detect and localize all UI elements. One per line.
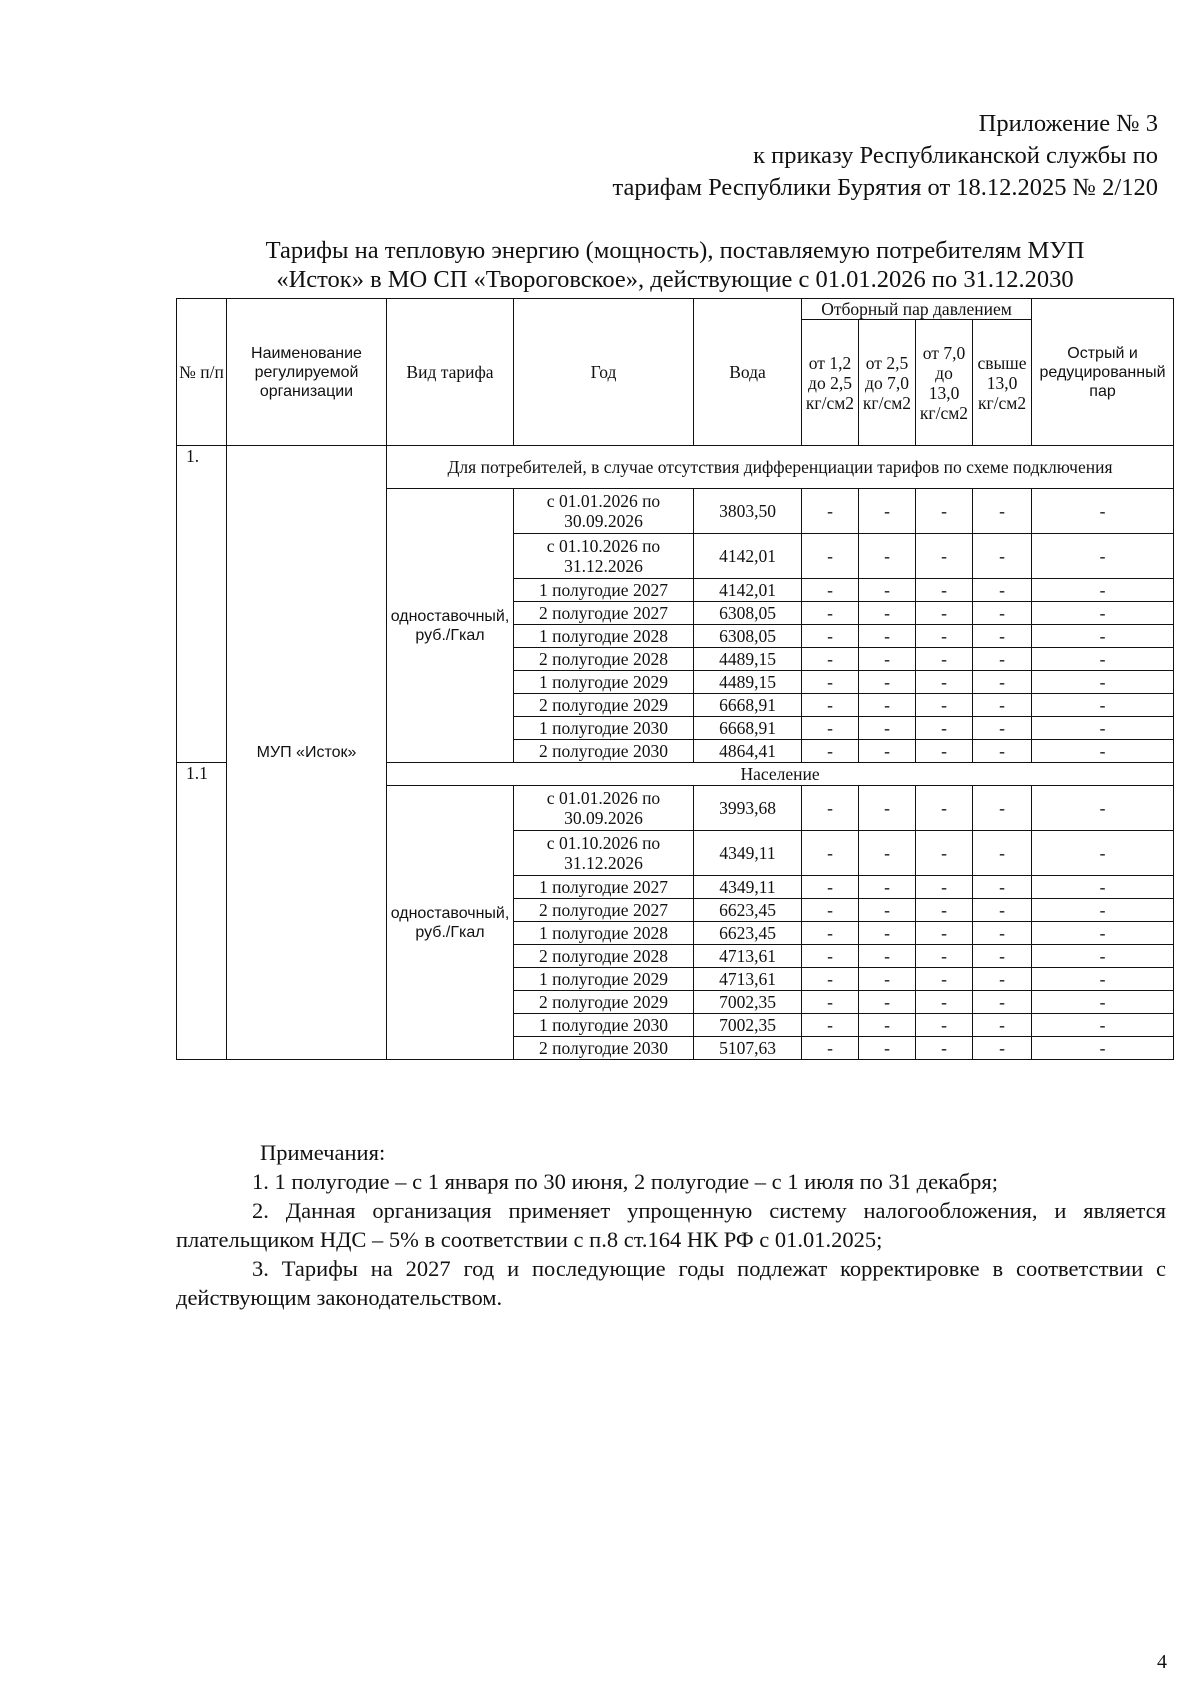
water-tariff-cell: 4489,15 <box>694 648 802 671</box>
steam-tariff-cell: - <box>859 968 916 991</box>
steam-tariff-cell: - <box>859 602 916 625</box>
steam-tariff-cell: - <box>916 671 973 694</box>
steam-tariff-cell: - <box>802 991 859 1014</box>
period-cell: 1 полугодие 2028 <box>514 625 694 648</box>
water-tariff-cell: 4349,11 <box>694 876 802 899</box>
steam-tariff-cell: - <box>973 1037 1032 1060</box>
header-org: Наименование регулируемой организации <box>227 299 387 446</box>
steam-tariff-cell: - <box>973 831 1032 876</box>
steam-tariff-cell: - <box>916 534 973 579</box>
steam-tariff-cell: - <box>802 717 859 740</box>
steam-tariff-cell: - <box>916 694 973 717</box>
steam-tariff-cell: - <box>973 786 1032 831</box>
period-cell: 1 полугодие 2027 <box>514 876 694 899</box>
header-pressure-4: свыше 13,0 кг/см2 <box>973 320 1032 446</box>
steam-tariff-cell: - <box>916 740 973 763</box>
steam-tariff-cell: - <box>973 740 1032 763</box>
steam-tariff-cell: - <box>859 945 916 968</box>
steam-tariff-cell: - <box>802 534 859 579</box>
steam-tariff-cell: - <box>802 602 859 625</box>
steam-tariff-cell: - <box>859 899 916 922</box>
steam-tariff-cell: - <box>859 1014 916 1037</box>
steam-tariff-cell: - <box>916 899 973 922</box>
page-number: 4 <box>1157 1651 1167 1673</box>
sharp-steam-cell: - <box>1032 694 1174 717</box>
sharp-steam-cell: - <box>1032 602 1174 625</box>
steam-tariff-cell: - <box>859 625 916 648</box>
steam-tariff-cell: - <box>802 786 859 831</box>
steam-tariff-cell: - <box>802 899 859 922</box>
period-cell: 1 полугодие 2030 <box>514 1014 694 1037</box>
steam-tariff-cell: - <box>859 740 916 763</box>
note-item-2: 2. Данная организация применяет упрощенную систему налогообложения, и является плательщиком НДС – 5% в соответствии с п.8 ст.164 НК РФ с 01.01.2025; <box>176 1198 1166 1252</box>
steam-tariff-cell: - <box>973 671 1032 694</box>
steam-tariff-cell: - <box>859 922 916 945</box>
steam-tariff-cell: - <box>916 1037 973 1060</box>
steam-tariff-cell: - <box>916 579 973 602</box>
period-cell: 1 полугодие 2029 <box>514 671 694 694</box>
period-cell: 2 полугодие 2029 <box>514 694 694 717</box>
sharp-steam-cell: - <box>1032 876 1174 899</box>
appendix-line-1: Приложение № 3 <box>978 110 1158 137</box>
steam-tariff-cell: - <box>802 1037 859 1060</box>
steam-tariff-cell: - <box>973 717 1032 740</box>
steam-tariff-cell: - <box>802 968 859 991</box>
steam-tariff-cell: - <box>802 489 859 534</box>
appendix-line-2: к приказу Республиканской службы по <box>753 142 1158 169</box>
sharp-steam-cell: - <box>1032 831 1174 876</box>
steam-tariff-cell: - <box>973 899 1032 922</box>
steam-tariff-cell: - <box>916 602 973 625</box>
section-number: 1. <box>177 446 227 763</box>
section-title: Для потребителей, в случае отсутствия дифференциации тарифов по схеме подключения <box>387 446 1174 489</box>
sharp-steam-cell: - <box>1032 1037 1174 1060</box>
period-cell: с 01.01.2026 по 30.09.2026 <box>514 489 694 534</box>
water-tariff-cell: 6308,05 <box>694 625 802 648</box>
steam-tariff-cell: - <box>973 489 1032 534</box>
water-tariff-cell: 6668,91 <box>694 694 802 717</box>
header-sharp-steam: Острый и редуцированный пар <box>1032 299 1174 446</box>
steam-tariff-cell: - <box>802 1014 859 1037</box>
notes-title: Примечания: <box>260 1140 386 1165</box>
period-cell: 1 полугодие 2027 <box>514 579 694 602</box>
header-pressure-2: от 2,5 до 7,0 кг/см2 <box>859 320 916 446</box>
sharp-steam-cell: - <box>1032 922 1174 945</box>
period-cell: с 01.10.2026 по 31.12.2026 <box>514 534 694 579</box>
sharp-steam-cell: - <box>1032 968 1174 991</box>
sharp-steam-cell: - <box>1032 899 1174 922</box>
section-row <box>177 446 1174 489</box>
sharp-steam-cell: - <box>1032 489 1174 534</box>
steam-tariff-cell: - <box>802 579 859 602</box>
steam-tariff-cell: - <box>973 1014 1032 1037</box>
appendix-line-3: тарифам Республики Бурятия от 18.12.2025 № 2/120 <box>612 174 1158 201</box>
period-cell: 1 полугодие 2028 <box>514 922 694 945</box>
steam-tariff-cell: - <box>859 786 916 831</box>
steam-tariff-cell: - <box>916 625 973 648</box>
water-tariff-cell: 4713,61 <box>694 968 802 991</box>
sharp-steam-cell: - <box>1032 991 1174 1014</box>
steam-tariff-cell: - <box>802 876 859 899</box>
steam-tariff-cell: - <box>859 579 916 602</box>
note-item-3: 3. Тарифы на 2027 год и последующие годы подлежат корректировке в соответствии с действующим законодательством. <box>176 1256 1166 1310</box>
steam-tariff-cell: - <box>916 968 973 991</box>
steam-tariff-cell: - <box>973 945 1032 968</box>
steam-tariff-cell: - <box>916 786 973 831</box>
sharp-steam-cell: - <box>1032 786 1174 831</box>
tariff-kind: одноставочный, руб./Гкал <box>387 786 514 1060</box>
steam-tariff-cell: - <box>859 876 916 899</box>
steam-tariff-cell: - <box>802 671 859 694</box>
steam-tariff-cell: - <box>859 648 916 671</box>
sharp-steam-cell: - <box>1032 534 1174 579</box>
water-tariff-cell: 3803,50 <box>694 489 802 534</box>
steam-tariff-cell: - <box>916 922 973 945</box>
title-line-1: Тарифы на тепловую энергию (мощность), поставляемую потребителям МУП <box>265 237 1085 264</box>
period-cell: 2 полугодие 2027 <box>514 899 694 922</box>
water-tariff-cell: 6308,05 <box>694 602 802 625</box>
period-cell: 2 полугодие 2029 <box>514 991 694 1014</box>
steam-tariff-cell: - <box>973 694 1032 717</box>
period-cell: с 01.10.2026 по 31.12.2026 <box>514 831 694 876</box>
steam-tariff-cell: - <box>802 945 859 968</box>
steam-tariff-cell: - <box>916 945 973 968</box>
water-tariff-cell: 6623,45 <box>694 922 802 945</box>
water-tariff-cell: 3993,68 <box>694 786 802 831</box>
steam-tariff-cell: - <box>859 717 916 740</box>
steam-tariff-cell: - <box>802 922 859 945</box>
note-item-1: 1. 1 полугодие – с 1 января по 30 июня, 2 полугодие – с 1 июля по 31 декабря; <box>252 1169 998 1194</box>
steam-tariff-cell: - <box>859 1037 916 1060</box>
steam-tariff-cell: - <box>802 831 859 876</box>
steam-tariff-cell: - <box>973 648 1032 671</box>
sharp-steam-cell: - <box>1032 945 1174 968</box>
steam-tariff-cell: - <box>973 602 1032 625</box>
tariff-kind: одноставочный, руб./Гкал <box>387 489 514 763</box>
appendix-header <box>458 108 1158 204</box>
water-tariff-cell: 7002,35 <box>694 1014 802 1037</box>
steam-tariff-cell: - <box>859 694 916 717</box>
sharp-steam-cell: - <box>1032 740 1174 763</box>
steam-tariff-cell: - <box>973 968 1032 991</box>
sharp-steam-cell: - <box>1032 671 1174 694</box>
header-pressure-3: от 7,0 до 13,0 кг/см2 <box>916 320 973 446</box>
steam-tariff-cell: - <box>802 625 859 648</box>
section-title: Население <box>387 763 1174 786</box>
header-water: Вода <box>694 299 802 446</box>
period-cell: 2 полугодие 2030 <box>514 740 694 763</box>
steam-tariff-cell: - <box>973 922 1032 945</box>
header-pressure-1: от 1,2 до 2,5 кг/см2 <box>802 320 859 446</box>
steam-tariff-cell: - <box>973 534 1032 579</box>
sharp-steam-cell: - <box>1032 579 1174 602</box>
steam-tariff-cell: - <box>973 579 1032 602</box>
period-cell: 2 полугодие 2028 <box>514 648 694 671</box>
sharp-steam-cell: - <box>1032 1014 1174 1037</box>
water-tariff-cell: 7002,35 <box>694 991 802 1014</box>
period-cell: с 01.01.2026 по 30.09.2026 <box>514 786 694 831</box>
header-year: Год <box>514 299 694 446</box>
title-line-2: «Исток» в МО СП «Твороговское», действующие с 01.01.2026 по 31.12.2030 <box>276 266 1074 293</box>
steam-tariff-cell: - <box>973 991 1032 1014</box>
water-tariff-cell: 5107,63 <box>694 1037 802 1060</box>
period-cell: 1 полугодие 2029 <box>514 968 694 991</box>
steam-tariff-cell: - <box>859 534 916 579</box>
water-tariff-cell: 4713,61 <box>694 945 802 968</box>
sharp-steam-cell: - <box>1032 717 1174 740</box>
steam-tariff-cell: - <box>802 740 859 763</box>
header-steam-group: Отборный пар давлением <box>802 299 1032 320</box>
steam-tariff-cell: - <box>859 489 916 534</box>
document-title <box>200 236 1150 294</box>
sharp-steam-cell: - <box>1032 648 1174 671</box>
steam-tariff-cell: - <box>802 694 859 717</box>
steam-tariff-cell: - <box>916 489 973 534</box>
steam-tariff-cell: - <box>802 648 859 671</box>
steam-tariff-cell: - <box>916 717 973 740</box>
header-kind: Вид тарифа <box>387 299 514 446</box>
header-row-1 <box>177 299 1174 320</box>
steam-tariff-cell: - <box>916 876 973 899</box>
section-number: 1.1 <box>177 763 227 1060</box>
steam-tariff-cell: - <box>916 1014 973 1037</box>
steam-tariff-cell: - <box>973 625 1032 648</box>
steam-tariff-cell: - <box>916 831 973 876</box>
steam-tariff-cell: - <box>916 648 973 671</box>
period-cell: 2 полугодие 2027 <box>514 602 694 625</box>
steam-tariff-cell: - <box>973 876 1032 899</box>
water-tariff-cell: 4142,01 <box>694 579 802 602</box>
water-tariff-cell: 4864,41 <box>694 740 802 763</box>
water-tariff-cell: 6623,45 <box>694 899 802 922</box>
steam-tariff-cell: - <box>916 991 973 1014</box>
notes <box>176 1138 1166 1312</box>
water-tariff-cell: 6668,91 <box>694 717 802 740</box>
tariff-table <box>176 298 1174 1060</box>
header-num: № п/п <box>177 299 227 446</box>
period-cell: 2 полугодие 2028 <box>514 945 694 968</box>
water-tariff-cell: 4349,11 <box>694 831 802 876</box>
steam-tariff-cell: - <box>859 671 916 694</box>
steam-tariff-cell: - <box>859 991 916 1014</box>
steam-tariff-cell: - <box>859 831 916 876</box>
water-tariff-cell: 4142,01 <box>694 534 802 579</box>
period-cell: 1 полугодие 2030 <box>514 717 694 740</box>
water-tariff-cell: 4489,15 <box>694 671 802 694</box>
sharp-steam-cell: - <box>1032 625 1174 648</box>
period-cell: 2 полугодие 2030 <box>514 1037 694 1060</box>
organization-name: МУП «Исток» <box>227 446 387 1060</box>
